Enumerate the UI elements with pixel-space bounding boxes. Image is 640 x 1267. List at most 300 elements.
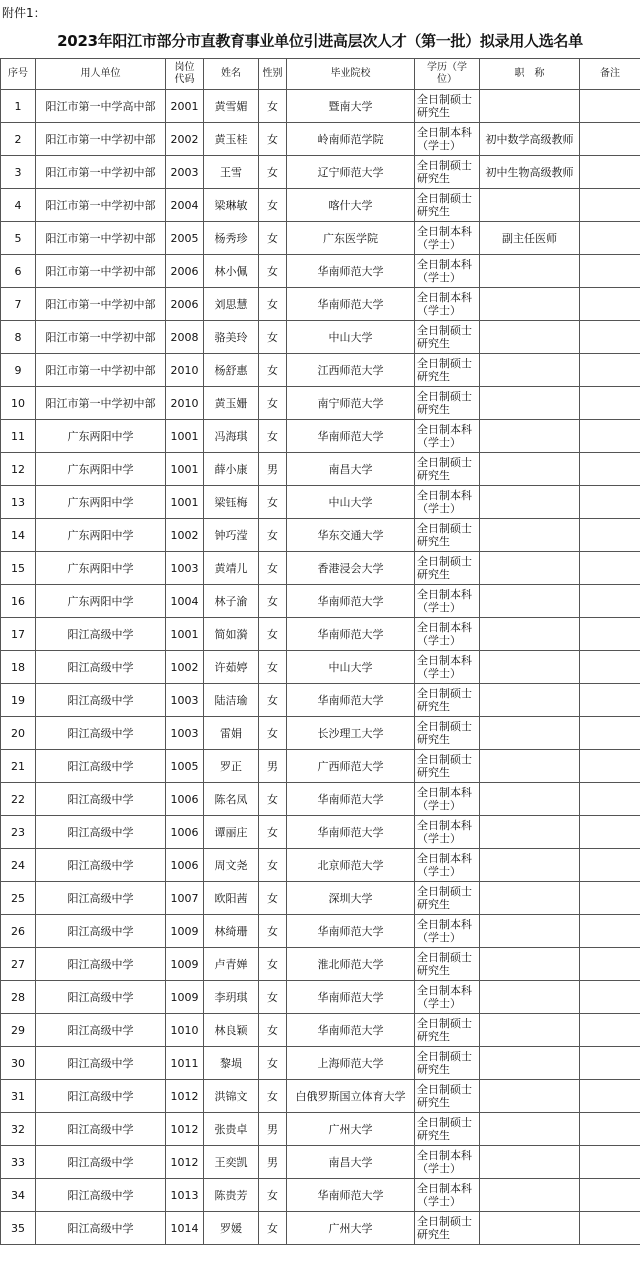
cell-school: 南昌大学 bbox=[287, 1146, 415, 1179]
cell-no: 25 bbox=[1, 882, 36, 915]
table-row bbox=[1, 816, 640, 849]
cell-title bbox=[480, 1014, 580, 1047]
cell-edu-line2: （学士） bbox=[417, 304, 461, 317]
cell-remark bbox=[580, 882, 640, 915]
cell-code: 2008 bbox=[166, 321, 204, 354]
cell-code: 1003 bbox=[166, 684, 204, 717]
cell-remark bbox=[580, 519, 640, 552]
cell-name: 陈名凤 bbox=[204, 783, 259, 816]
cell-edu-line2: 研究生 bbox=[417, 1228, 450, 1241]
cell-title bbox=[480, 321, 580, 354]
cell-remark bbox=[580, 618, 640, 651]
cell-edu-line1: 全日制硕士 bbox=[417, 885, 472, 898]
cell-school: 深圳大学 bbox=[287, 882, 415, 915]
cell-gender: 女 bbox=[259, 387, 287, 420]
cell-title bbox=[480, 1146, 580, 1179]
cell-edu-line1: 全日制本科 bbox=[417, 489, 472, 502]
cell-education bbox=[415, 684, 480, 717]
table-row bbox=[1, 222, 640, 255]
cell-code: 1001 bbox=[166, 420, 204, 453]
cell-unit: 阳江高级中学 bbox=[36, 1146, 166, 1179]
cell-title bbox=[480, 981, 580, 1014]
cell-name: 李玥琪 bbox=[204, 981, 259, 1014]
cell-edu-line1: 全日制硕士 bbox=[417, 522, 472, 535]
table-row bbox=[1, 1014, 640, 1047]
cell-no: 21 bbox=[1, 750, 36, 783]
cell-title bbox=[480, 354, 580, 387]
cell-title: 初中数学高级教师 bbox=[480, 123, 580, 156]
cell-school: 华南师范大学 bbox=[287, 420, 415, 453]
cell-name: 简如漪 bbox=[204, 618, 259, 651]
cell-edu-line1: 全日制本科 bbox=[417, 291, 472, 304]
cell-school: 广东医学院 bbox=[287, 222, 415, 255]
cell-name: 钟巧滢 bbox=[204, 519, 259, 552]
cell-education bbox=[415, 156, 480, 189]
cell-code: 1013 bbox=[166, 1179, 204, 1212]
cell-gender: 女 bbox=[259, 1047, 287, 1080]
cell-code: 1006 bbox=[166, 783, 204, 816]
cell-name: 洪锦文 bbox=[204, 1080, 259, 1113]
cell-school: 华南师范大学 bbox=[287, 915, 415, 948]
cell-edu-line1: 全日制本科 bbox=[417, 423, 472, 436]
cell-no: 4 bbox=[1, 189, 36, 222]
cell-no: 24 bbox=[1, 849, 36, 882]
cell-edu-line1: 全日制硕士 bbox=[417, 1215, 472, 1228]
cell-school: 南宁师范大学 bbox=[287, 387, 415, 420]
header-edu-line2: 位） bbox=[437, 74, 457, 85]
table-row bbox=[1, 750, 640, 783]
table-row bbox=[1, 552, 640, 585]
cell-school: 华南师范大学 bbox=[287, 255, 415, 288]
cell-no: 22 bbox=[1, 783, 36, 816]
cell-education bbox=[415, 1179, 480, 1212]
cell-gender: 女 bbox=[259, 1179, 287, 1212]
cell-remark bbox=[580, 1146, 640, 1179]
cell-title bbox=[480, 684, 580, 717]
cell-school: 华南师范大学 bbox=[287, 684, 415, 717]
candidate-table bbox=[0, 58, 640, 1245]
cell-gender: 男 bbox=[259, 1113, 287, 1146]
cell-remark bbox=[580, 981, 640, 1014]
cell-no: 11 bbox=[1, 420, 36, 453]
table-row bbox=[1, 651, 640, 684]
cell-edu-line2: 研究生 bbox=[417, 1030, 450, 1043]
cell-unit: 阳江高级中学 bbox=[36, 1014, 166, 1047]
cell-edu-line1: 全日制本科 bbox=[417, 654, 472, 667]
cell-name: 梁钰梅 bbox=[204, 486, 259, 519]
table-row bbox=[1, 783, 640, 816]
cell-no: 7 bbox=[1, 288, 36, 321]
cell-code: 2002 bbox=[166, 123, 204, 156]
cell-edu-line1: 全日制本科 bbox=[417, 918, 472, 931]
cell-gender: 女 bbox=[259, 420, 287, 453]
cell-name: 罗媛 bbox=[204, 1212, 259, 1245]
cell-code: 1009 bbox=[166, 948, 204, 981]
cell-remark bbox=[580, 222, 640, 255]
cell-name: 冯海琪 bbox=[204, 420, 259, 453]
cell-title bbox=[480, 420, 580, 453]
cell-edu-line1: 全日制硕士 bbox=[417, 951, 472, 964]
cell-remark bbox=[580, 1212, 640, 1245]
cell-remark bbox=[580, 816, 640, 849]
cell-unit: 阳江市第一中学初中部 bbox=[36, 189, 166, 222]
cell-education bbox=[415, 948, 480, 981]
cell-name: 张贵卓 bbox=[204, 1113, 259, 1146]
attachment-label: 附件1： bbox=[2, 6, 46, 20]
table-row bbox=[1, 618, 640, 651]
table-row bbox=[1, 354, 640, 387]
cell-education bbox=[415, 189, 480, 222]
cell-edu-line2: （学士） bbox=[417, 1162, 461, 1175]
cell-no: 30 bbox=[1, 1047, 36, 1080]
cell-name: 林良颖 bbox=[204, 1014, 259, 1047]
cell-unit: 阳江高级中学 bbox=[36, 1080, 166, 1113]
cell-edu-line1: 全日制本科 bbox=[417, 225, 472, 238]
cell-edu-line1: 全日制硕士 bbox=[417, 390, 472, 403]
cell-education bbox=[415, 90, 480, 123]
header-code-line1: 岗位 bbox=[174, 62, 195, 73]
cell-school: 华东交通大学 bbox=[287, 519, 415, 552]
cell-no: 23 bbox=[1, 816, 36, 849]
cell-code: 2010 bbox=[166, 354, 204, 387]
cell-gender: 男 bbox=[259, 1146, 287, 1179]
cell-unit: 广东两阳中学 bbox=[36, 420, 166, 453]
cell-no: 8 bbox=[1, 321, 36, 354]
cell-title bbox=[480, 783, 580, 816]
cell-gender: 男 bbox=[259, 750, 287, 783]
cell-gender: 女 bbox=[259, 1080, 287, 1113]
cell-title bbox=[480, 453, 580, 486]
cell-school: 中山大学 bbox=[287, 486, 415, 519]
cell-gender: 女 bbox=[259, 519, 287, 552]
cell-title bbox=[480, 1047, 580, 1080]
cell-title bbox=[480, 816, 580, 849]
cell-remark bbox=[580, 288, 640, 321]
table-row bbox=[1, 321, 640, 354]
cell-remark bbox=[580, 1179, 640, 1212]
cell-unit: 阳江高级中学 bbox=[36, 717, 166, 750]
cell-school: 华南师范大学 bbox=[287, 618, 415, 651]
cell-school: 华南师范大学 bbox=[287, 1014, 415, 1047]
cell-education bbox=[415, 288, 480, 321]
cell-education bbox=[415, 1014, 480, 1047]
cell-no: 5 bbox=[1, 222, 36, 255]
cell-edu-line1: 全日制硕士 bbox=[417, 159, 472, 172]
table-row bbox=[1, 90, 640, 123]
cell-edu-line1: 全日制本科 bbox=[417, 258, 472, 271]
cell-unit: 阳江市第一中学初中部 bbox=[36, 321, 166, 354]
cell-school: 长沙理工大学 bbox=[287, 717, 415, 750]
cell-no: 1 bbox=[1, 90, 36, 123]
cell-remark bbox=[580, 156, 640, 189]
table-row bbox=[1, 1179, 640, 1212]
cell-code: 1001 bbox=[166, 453, 204, 486]
cell-name: 黎埙 bbox=[204, 1047, 259, 1080]
cell-title bbox=[480, 90, 580, 123]
cell-school: 上海师范大学 bbox=[287, 1047, 415, 1080]
cell-unit: 阳江高级中学 bbox=[36, 1179, 166, 1212]
cell-no: 18 bbox=[1, 651, 36, 684]
cell-education bbox=[415, 585, 480, 618]
cell-name: 黄雪媚 bbox=[204, 90, 259, 123]
header-education bbox=[415, 59, 480, 90]
cell-gender: 女 bbox=[259, 882, 287, 915]
cell-title bbox=[480, 387, 580, 420]
cell-code: 1009 bbox=[166, 915, 204, 948]
cell-edu-line1: 全日制硕士 bbox=[417, 357, 472, 370]
header-remark: 备注 bbox=[580, 59, 640, 90]
table-row bbox=[1, 585, 640, 618]
cell-title bbox=[480, 1113, 580, 1146]
cell-name: 黄玉桂 bbox=[204, 123, 259, 156]
header-school: 毕业院校 bbox=[287, 59, 415, 90]
cell-edu-line2: （学士） bbox=[417, 799, 461, 812]
cell-unit: 广东两阳中学 bbox=[36, 486, 166, 519]
cell-edu-line1: 全日制硕士 bbox=[417, 1116, 472, 1129]
cell-remark bbox=[580, 684, 640, 717]
cell-education bbox=[415, 717, 480, 750]
cell-edu-line2: 研究生 bbox=[417, 1096, 450, 1109]
cell-unit: 阳江市第一中学高中部 bbox=[36, 90, 166, 123]
cell-name: 陆洁瑜 bbox=[204, 684, 259, 717]
cell-code: 1014 bbox=[166, 1212, 204, 1245]
cell-edu-line1: 全日制硕士 bbox=[417, 753, 472, 766]
cell-school: 华南师范大学 bbox=[287, 1179, 415, 1212]
cell-gender: 女 bbox=[259, 321, 287, 354]
cell-edu-line2: 研究生 bbox=[417, 1129, 450, 1142]
cell-unit: 阳江高级中学 bbox=[36, 684, 166, 717]
cell-edu-line2: 研究生 bbox=[417, 535, 450, 548]
cell-edu-line1: 全日制本科 bbox=[417, 786, 472, 799]
cell-no: 16 bbox=[1, 585, 36, 618]
cell-code: 1006 bbox=[166, 816, 204, 849]
cell-title bbox=[480, 915, 580, 948]
cell-unit: 阳江高级中学 bbox=[36, 915, 166, 948]
cell-education bbox=[415, 354, 480, 387]
cell-edu-line2: （学士） bbox=[417, 634, 461, 647]
cell-code: 1012 bbox=[166, 1113, 204, 1146]
cell-unit: 阳江市第一中学初中部 bbox=[36, 123, 166, 156]
table-header-row bbox=[1, 59, 640, 90]
cell-school: 辽宁师范大学 bbox=[287, 156, 415, 189]
cell-edu-line2: （学士） bbox=[417, 436, 461, 449]
cell-unit: 阳江高级中学 bbox=[36, 816, 166, 849]
cell-edu-line2: 研究生 bbox=[417, 403, 450, 416]
cell-no: 14 bbox=[1, 519, 36, 552]
cell-school: 白俄罗斯国立体育大学 bbox=[287, 1080, 415, 1113]
cell-gender: 女 bbox=[259, 1014, 287, 1047]
cell-name: 欧阳茜 bbox=[204, 882, 259, 915]
cell-education bbox=[415, 651, 480, 684]
cell-edu-line1: 全日制硕士 bbox=[417, 555, 472, 568]
header-code-line2: 代码 bbox=[174, 74, 195, 85]
cell-gender: 男 bbox=[259, 453, 287, 486]
cell-unit: 广东两阳中学 bbox=[36, 552, 166, 585]
cell-name: 杨舒惠 bbox=[204, 354, 259, 387]
cell-gender: 女 bbox=[259, 156, 287, 189]
cell-code: 2006 bbox=[166, 255, 204, 288]
cell-name: 薛小康 bbox=[204, 453, 259, 486]
cell-school: 暨南大学 bbox=[287, 90, 415, 123]
cell-edu-line2: （学士） bbox=[417, 832, 461, 845]
cell-education bbox=[415, 1047, 480, 1080]
cell-remark bbox=[580, 585, 640, 618]
cell-edu-line1: 全日制硕士 bbox=[417, 1083, 472, 1096]
cell-no: 33 bbox=[1, 1146, 36, 1179]
cell-code: 2010 bbox=[166, 387, 204, 420]
cell-remark bbox=[580, 420, 640, 453]
cell-code: 1012 bbox=[166, 1146, 204, 1179]
cell-school: 广州大学 bbox=[287, 1212, 415, 1245]
cell-remark bbox=[580, 717, 640, 750]
cell-title bbox=[480, 849, 580, 882]
header-code bbox=[166, 59, 204, 90]
cell-name: 杨秀珍 bbox=[204, 222, 259, 255]
cell-remark bbox=[580, 123, 640, 156]
cell-school: 喀什大学 bbox=[287, 189, 415, 222]
table-row bbox=[1, 948, 640, 981]
cell-gender: 女 bbox=[259, 222, 287, 255]
cell-gender: 女 bbox=[259, 123, 287, 156]
cell-remark bbox=[580, 849, 640, 882]
cell-edu-line2: 研究生 bbox=[417, 700, 450, 713]
cell-code: 2004 bbox=[166, 189, 204, 222]
cell-no: 31 bbox=[1, 1080, 36, 1113]
cell-code: 1004 bbox=[166, 585, 204, 618]
table-row bbox=[1, 684, 640, 717]
cell-remark bbox=[580, 189, 640, 222]
cell-remark bbox=[580, 948, 640, 981]
cell-code: 1001 bbox=[166, 618, 204, 651]
table-row bbox=[1, 255, 640, 288]
cell-unit: 阳江高级中学 bbox=[36, 882, 166, 915]
table-row bbox=[1, 1047, 640, 1080]
cell-gender: 女 bbox=[259, 1212, 287, 1245]
cell-school: 北京师范大学 bbox=[287, 849, 415, 882]
cell-gender: 女 bbox=[259, 255, 287, 288]
cell-education bbox=[415, 321, 480, 354]
cell-no: 2 bbox=[1, 123, 36, 156]
cell-edu-line2: （学士） bbox=[417, 1195, 461, 1208]
cell-gender: 女 bbox=[259, 684, 287, 717]
cell-title bbox=[480, 486, 580, 519]
cell-school: 华南师范大学 bbox=[287, 585, 415, 618]
cell-remark bbox=[580, 1113, 640, 1146]
cell-title bbox=[480, 750, 580, 783]
cell-code: 1007 bbox=[166, 882, 204, 915]
cell-edu-line1: 全日制本科 bbox=[417, 984, 472, 997]
cell-title bbox=[480, 618, 580, 651]
cell-edu-line2: 研究生 bbox=[417, 370, 450, 383]
cell-edu-line2: （学士） bbox=[417, 139, 461, 152]
table-row bbox=[1, 519, 640, 552]
cell-edu-line2: 研究生 bbox=[417, 766, 450, 779]
cell-title bbox=[480, 552, 580, 585]
cell-name: 黄靖儿 bbox=[204, 552, 259, 585]
cell-remark bbox=[580, 783, 640, 816]
cell-code: 1011 bbox=[166, 1047, 204, 1080]
cell-edu-line2: 研究生 bbox=[417, 964, 450, 977]
cell-title bbox=[480, 585, 580, 618]
cell-school: 华南师范大学 bbox=[287, 816, 415, 849]
cell-name: 刘思慧 bbox=[204, 288, 259, 321]
cell-remark bbox=[580, 552, 640, 585]
cell-title bbox=[480, 255, 580, 288]
cell-gender: 女 bbox=[259, 816, 287, 849]
table-row bbox=[1, 981, 640, 1014]
cell-code: 1010 bbox=[166, 1014, 204, 1047]
cell-no: 28 bbox=[1, 981, 36, 1014]
table-row bbox=[1, 387, 640, 420]
header-name: 姓名 bbox=[204, 59, 259, 90]
cell-remark bbox=[580, 90, 640, 123]
cell-code: 1009 bbox=[166, 981, 204, 1014]
cell-gender: 女 bbox=[259, 651, 287, 684]
cell-education bbox=[415, 486, 480, 519]
cell-name: 周文尧 bbox=[204, 849, 259, 882]
cell-edu-line2: 研究生 bbox=[417, 205, 450, 218]
cell-remark bbox=[580, 1014, 640, 1047]
cell-unit: 广东两阳中学 bbox=[36, 519, 166, 552]
cell-code: 2003 bbox=[166, 156, 204, 189]
cell-unit: 阳江高级中学 bbox=[36, 750, 166, 783]
cell-edu-line2: 研究生 bbox=[417, 172, 450, 185]
cell-school: 中山大学 bbox=[287, 321, 415, 354]
cell-gender: 女 bbox=[259, 486, 287, 519]
cell-code: 1002 bbox=[166, 651, 204, 684]
cell-code: 2006 bbox=[166, 288, 204, 321]
cell-edu-line2: 研究生 bbox=[417, 733, 450, 746]
cell-school: 华南师范大学 bbox=[287, 288, 415, 321]
table-row bbox=[1, 1080, 640, 1113]
cell-edu-line2: 研究生 bbox=[417, 106, 450, 119]
cell-no: 19 bbox=[1, 684, 36, 717]
cell-edu-line2: （学士） bbox=[417, 238, 461, 251]
table-body bbox=[1, 90, 640, 1245]
cell-no: 13 bbox=[1, 486, 36, 519]
cell-edu-line1: 全日制硕士 bbox=[417, 687, 472, 700]
cell-unit: 阳江高级中学 bbox=[36, 783, 166, 816]
cell-education bbox=[415, 750, 480, 783]
cell-code: 1002 bbox=[166, 519, 204, 552]
cell-no: 3 bbox=[1, 156, 36, 189]
cell-education bbox=[415, 783, 480, 816]
cell-name: 林子渝 bbox=[204, 585, 259, 618]
cell-remark bbox=[580, 387, 640, 420]
cell-code: 1006 bbox=[166, 849, 204, 882]
cell-edu-line2: （学士） bbox=[417, 502, 461, 515]
cell-name: 骆美玲 bbox=[204, 321, 259, 354]
cell-title bbox=[480, 1080, 580, 1113]
cell-no: 34 bbox=[1, 1179, 36, 1212]
cell-edu-line1: 全日制硕士 bbox=[417, 192, 472, 205]
cell-code: 1012 bbox=[166, 1080, 204, 1113]
cell-name: 王奕凯 bbox=[204, 1146, 259, 1179]
cell-edu-line1: 全日制硕士 bbox=[417, 720, 472, 733]
cell-school: 江西师范大学 bbox=[287, 354, 415, 387]
cell-no: 12 bbox=[1, 453, 36, 486]
cell-title bbox=[480, 519, 580, 552]
cell-title: 初中生物高级教师 bbox=[480, 156, 580, 189]
cell-unit: 广东两阳中学 bbox=[36, 453, 166, 486]
cell-title bbox=[480, 288, 580, 321]
cell-no: 10 bbox=[1, 387, 36, 420]
cell-education bbox=[415, 222, 480, 255]
cell-name: 罗正 bbox=[204, 750, 259, 783]
cell-edu-line1: 全日制硕士 bbox=[417, 324, 472, 337]
cell-education bbox=[415, 453, 480, 486]
table-row bbox=[1, 849, 640, 882]
